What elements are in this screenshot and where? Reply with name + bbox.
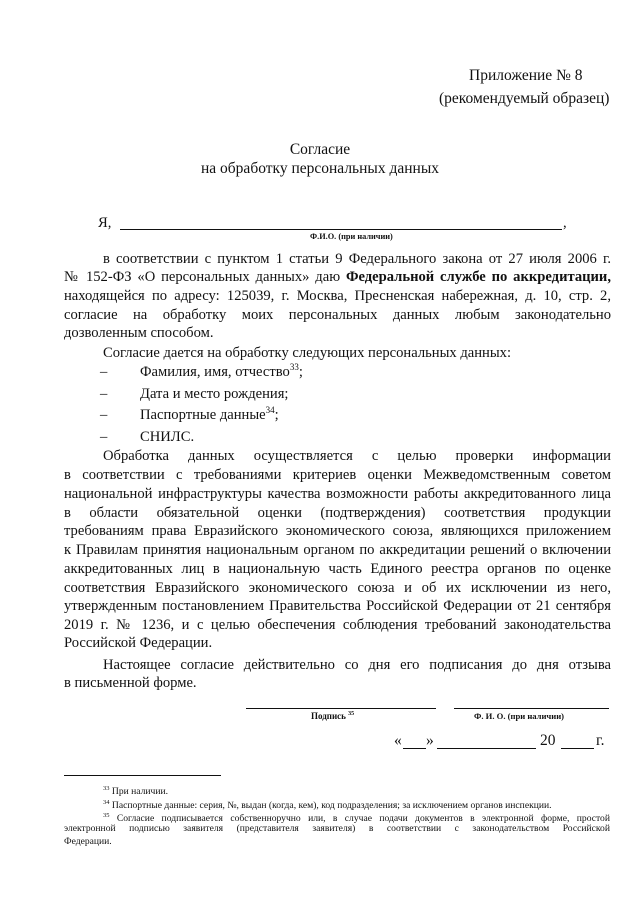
para1-line3: находящейся по адресу: 125039, г. Москва, Пресненская набережная, д. 10, стр. 2, [64, 288, 611, 304]
list-item-text: СНИЛС. [140, 429, 195, 445]
date-open-quote: « [394, 732, 402, 749]
para3-line1: Настоящее согласие действительно со дня его подписания до дня отзыва [103, 657, 611, 673]
appendix-number: Приложение № 8 [469, 67, 583, 84]
date-month-line [437, 748, 536, 749]
signature-fio-caption: Ф. И. О. (при наличии) [474, 711, 565, 721]
date-year: 20 [540, 732, 556, 749]
list-item-text: Фамилия, имя, отчество$^{33}$; [140, 362, 303, 380]
para1-line4: согласие на обработку моих персональных данных любым законодательно [64, 307, 611, 323]
list-dash: – [100, 407, 108, 423]
para3-line2: в письменной форме. [64, 675, 197, 691]
date-close-quote: » [426, 732, 434, 749]
para2-line: Обработка данных осуществляется с целью проверки информации [103, 448, 611, 464]
footnote-35-cont: Федерации. [64, 836, 112, 847]
appendix-note: (рекомендуемый образец) [439, 90, 610, 107]
footnote-35: $^{35}$ Согласие подписывается собственноручно или, в случае подачи документов в электронной форме, простой [103, 812, 610, 825]
list-item-text: Паспортные данные$^{34}$; [140, 405, 279, 423]
title-line2: на обработку персональных данных [201, 160, 439, 177]
list-dash: – [100, 364, 108, 380]
list-dash: – [100, 386, 108, 402]
ya-label: Я, [98, 215, 112, 231]
para1-line5: дозволенным способом. [64, 325, 214, 341]
signature-fio-line [454, 708, 609, 709]
fio-line [120, 229, 562, 230]
date-year-line [561, 748, 594, 749]
signature-caption: Подпись $^{35}$ [311, 711, 355, 721]
para2-line: требованиям права Евразийского экономического союза, являющихся приложением [64, 523, 611, 539]
date-day-line [403, 748, 426, 749]
list-intro: Согласие дается на обработку следующих персональных данных: [103, 345, 512, 361]
fio-caption: Ф.И.О. (при наличии) [310, 232, 393, 241]
footnote-34: $^{34}$ Паспортные данные: серия, №, выдан (когда, кем), код подразделения; за исключением органов инспекции. [103, 799, 552, 812]
list-dash: – [100, 429, 108, 445]
para2-line: к Правилам принятия национальным органом по аккредитации решений о включении [64, 542, 611, 558]
fio-comma: , [563, 215, 567, 231]
para2-line: аккредитованных лиц в национальную часть Единого реестра органов по оценке [64, 561, 611, 577]
para1-line1: в соответствии с пунктом 1 статьи 9 Федерального закона от 27 июля 2006 г. [103, 251, 611, 267]
para2-line: 2019 г. № 1236, и с целью обеспечения соблюдения требований законодательства [64, 617, 611, 633]
para2-line: утвержденным постановлением Правительства Российской Федерации от 21 сентября [64, 598, 611, 614]
footnote-separator [64, 775, 221, 776]
para2-line: в соответствии с требованиями критериев оценки Межведомственным советом [64, 467, 611, 483]
signature-line [246, 708, 436, 709]
para2-line: национальной инфраструктуры качества возможности работы аккредитованного лица [64, 486, 611, 502]
title-line1: Согласие [289, 141, 351, 158]
para2-line: Российской Федерации. [64, 635, 213, 651]
footnote-35-cont: электронной подписью заявителя (представителя заявителя) в соответствии с законодательством Российской [64, 823, 610, 834]
para2-line: соответствия Евразийского экономического союза и об их исключении из него, [64, 580, 611, 596]
para1-line2: № 152-ФЗ «О персональных данных» даю Федеральной службе по аккредитации, [64, 269, 611, 285]
para2-line: в области обязательной оценки (подтверждения) соответствия продукции [64, 505, 611, 521]
date-year-suffix: г. [596, 732, 605, 749]
list-item-text: Дата и место рождения; [140, 386, 289, 402]
footnote-33: $^{33}$ При наличии. [103, 785, 169, 798]
